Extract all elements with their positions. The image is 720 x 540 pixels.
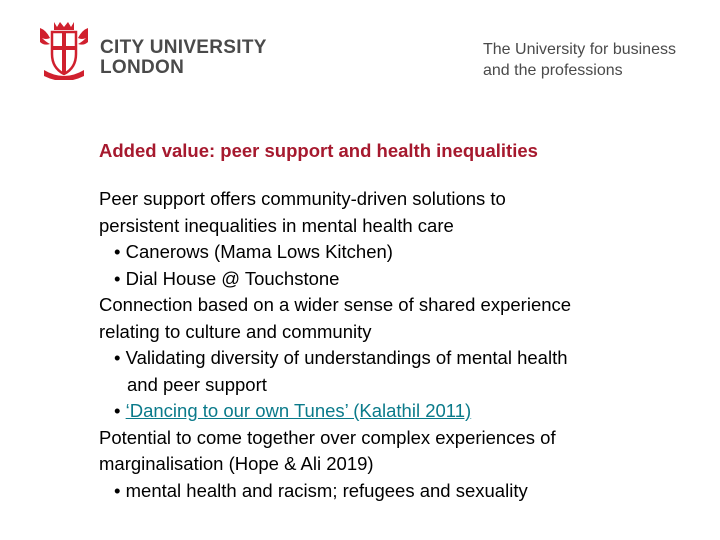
bullet-icon: • [114,267,121,289]
logo-line-2: LONDON [100,57,185,78]
paragraph-line: Connection based on a wider sense of shared experience [99,294,572,315]
slide-header [0,0,720,100]
tagline-line-2: and the professions [483,62,623,79]
bullet-icon: • [114,241,121,262]
kalathil-reference-link[interactable]: ‘Dancing to our own Tunes’ (Kalathil 2011) [125,400,472,421]
bullet-text: Dial House @ Touchstone [125,267,340,289]
bullet-item [99,478,699,505]
bullet-icon: • [114,400,121,421]
bullet-text: and peer support [127,373,267,395]
university-logo-text [100,38,267,78]
paragraph-line: relating to culture and community [99,320,372,342]
bullet-text: mental health and racism; refugees and sexuality [125,479,528,501]
bullet-icon: • [114,479,121,501]
bullet-item [99,345,699,398]
bullet-icon: • [114,347,121,368]
slide-body [99,186,699,504]
paragraph-peer-support [99,186,699,239]
bullet-item [99,239,699,266]
tagline-line-1: The University for business [483,41,676,58]
bullet-text: Validating diversity of understandings of mental health [125,347,568,368]
paragraph-line: Potential to come together over complex experiences of [99,426,556,448]
logo-line-1: CITY UNIVERSITY [100,37,267,58]
university-crest-icon [38,20,90,80]
paragraph-connection [99,292,699,345]
paragraph-potential [99,425,699,478]
bullet-item [99,398,699,425]
slide-title: Added value: peer support and health inequalities [99,140,538,161]
paragraph-line: persistent inequalities in mental health care [99,214,454,236]
paragraph-line: Peer support offers community-driven solutions to [99,188,506,209]
university-tagline [483,39,676,81]
paragraph-line: marginalisation (Hope & Ali 2019) [99,453,374,474]
bullet-text: Canerows (Mama Lows Kitchen) [125,241,393,262]
bullet-item [99,266,699,293]
